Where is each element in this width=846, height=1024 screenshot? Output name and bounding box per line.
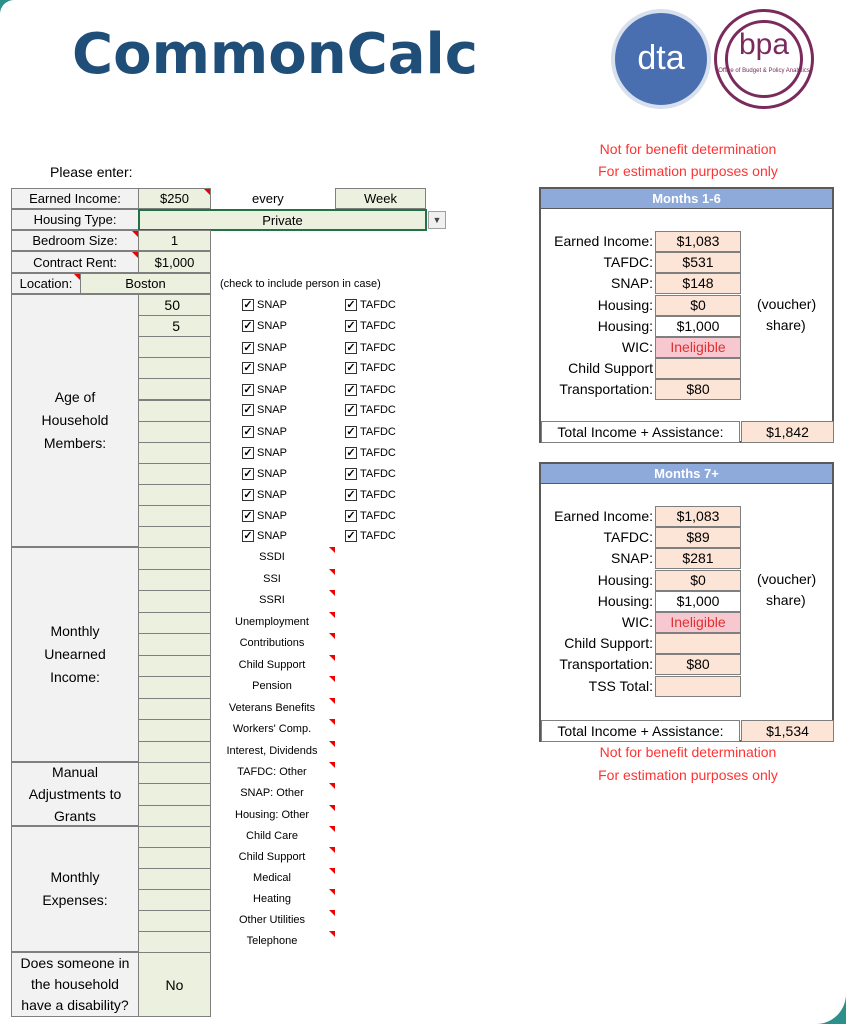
check-icon: ✓ (346, 404, 356, 416)
panel2-row-label: TAFDC: (603, 529, 653, 546)
unearned-income-label: Interest, Dividends (226, 744, 318, 757)
tafdc-checkbox-label: TAFDC (360, 320, 396, 332)
unearned-income-input[interactable] (138, 547, 211, 570)
panel1-row-label: Child Support (568, 360, 653, 377)
check-icon: ✓ (243, 384, 253, 396)
unearned-income-comment-marker (329, 590, 335, 596)
age-input[interactable] (138, 357, 211, 379)
tafdc-checkbox-label: TAFDC (360, 468, 396, 480)
monthly-expense-comment-marker (329, 847, 335, 853)
age-input[interactable] (138, 336, 211, 358)
tafdc-checkbox[interactable] (345, 489, 396, 501)
manual-adjustment-input[interactable] (138, 805, 211, 827)
bedroom-size-input[interactable]: 1 (138, 230, 211, 251)
panel2-row-value: $0 (655, 570, 741, 591)
age-input[interactable] (138, 442, 211, 464)
panel2-row-value (655, 676, 741, 697)
panel2-row-label: Child Support: (564, 635, 653, 652)
bpa-logo (714, 9, 814, 109)
location-input[interactable]: Boston (80, 273, 211, 294)
check-icon: ✓ (243, 342, 253, 354)
check-icon: ✓ (243, 530, 253, 542)
monthly-expense-label: Other Utilities (238, 914, 306, 926)
monthly-expense-input[interactable] (138, 889, 211, 911)
snap-checkbox-label: SNAP (257, 299, 287, 311)
snap-checkbox-label: SNAP (257, 426, 287, 438)
manual-adjustment-label: TAFDC: Other (237, 766, 307, 778)
tafdc-checkbox[interactable] (345, 384, 396, 396)
snap-checkbox-label: SNAP (257, 530, 287, 542)
check-icon: ✓ (346, 320, 356, 332)
age-input[interactable] (138, 505, 211, 527)
panel2-row-value: $1,000 (655, 591, 741, 612)
manual-adjustment-input[interactable] (138, 783, 211, 805)
unearned-income-label: SSDI (259, 551, 285, 563)
panel1-row-value: $531 (655, 252, 741, 273)
panel1-total-value: $1,842 (741, 421, 834, 443)
panel2-row-label: TSS Total: (588, 677, 653, 694)
snap-checkbox-label: SNAP (257, 404, 287, 416)
location-label: Location: (11, 273, 81, 294)
snap-checkbox[interactable] (242, 426, 287, 438)
adjust-section-label: Manual Adjustments to Grants (11, 762, 139, 826)
earned-income-input[interactable]: $250 (138, 188, 211, 209)
unearned-income-input[interactable] (138, 698, 211, 721)
panel1-total-label: Total Income + Assistance: (541, 421, 740, 443)
monthly-expense-label: Heating (253, 893, 291, 905)
tafdc-checkbox[interactable] (345, 468, 396, 480)
unearned-income-input[interactable] (138, 633, 211, 656)
unearned-income-label: Contributions (239, 637, 305, 649)
disability-label: Does someone in the household have a disability? (11, 952, 139, 1017)
tafdc-checkbox[interactable] (345, 426, 396, 438)
tafdc-checkbox[interactable] (345, 510, 396, 522)
panel1-row-label: Transportation: (559, 381, 653, 398)
months-1-6-title: Months 1-6 (541, 189, 832, 209)
snap-checkbox-label: SNAP (257, 320, 287, 332)
snap-checkbox[interactable] (242, 489, 287, 501)
snap-checkbox-label: SNAP (257, 342, 287, 354)
monthly-expense-comment-marker (329, 826, 335, 832)
monthly-expense-input[interactable] (138, 931, 211, 953)
monthly-expense-label: Child Care (246, 830, 298, 842)
tafdc-checkbox-label: TAFDC (360, 447, 396, 459)
unearned-income-label: Unemployment (235, 615, 309, 628)
panel2-row-label: WIC: (621, 614, 653, 630)
age-input[interactable] (138, 526, 211, 548)
tafdc-checkbox[interactable] (345, 530, 396, 542)
bpa-logo-subtext: Office of Budget & Policy Analytics (718, 68, 810, 74)
panel1-row-value: $1,083 (655, 231, 741, 252)
unearned-income-label: Workers' Comp. (232, 723, 312, 735)
check-icon: ✓ (346, 426, 356, 438)
unearned-income-comment-marker (329, 612, 335, 618)
tafdc-checkbox[interactable] (345, 320, 396, 332)
tafdc-checkbox[interactable] (345, 299, 396, 311)
panel2-row-value: $80 (655, 654, 741, 675)
panel1-row-label: Housing: (597, 296, 653, 313)
snap-checkbox[interactable] (242, 320, 287, 332)
snap-checkbox-label: SNAP (257, 510, 287, 522)
unearned-income-comment-marker (329, 698, 335, 704)
unearned-income-comment-marker (329, 633, 335, 639)
snap-checkbox[interactable] (242, 342, 287, 354)
tafdc-checkbox-label: TAFDC (360, 404, 396, 416)
panel1-share-label: share) (766, 317, 806, 333)
please-enter-label: Please enter: (50, 164, 133, 180)
check-icon: ✓ (346, 299, 356, 311)
dta-logo: dta (611, 9, 711, 109)
manual-adjustment-comment-marker (329, 783, 335, 789)
bpa-logo-text: bpa (738, 28, 790, 61)
frequency-input[interactable]: Week (335, 188, 426, 209)
panel2-row-value: Ineligible (655, 612, 741, 633)
check-icon: ✓ (346, 530, 356, 542)
unearned-income-input[interactable] (138, 590, 211, 613)
unearned-income-label: Veterans Benefits (228, 701, 316, 714)
monthly-expense-comment-marker (329, 910, 335, 916)
panel2-row-label: Housing: (597, 592, 653, 609)
monthly-expense-label: Child Support (238, 851, 306, 863)
unearned-income-comment-marker (329, 569, 335, 575)
tafdc-checkbox-label: TAFDC (360, 510, 396, 522)
check-icon: ✓ (243, 320, 253, 332)
check-icon: ✓ (243, 489, 253, 501)
panel2-row-label: Transportation: (559, 656, 653, 673)
panel1-voucher-label: (voucher) (757, 296, 817, 312)
unearned-income-input[interactable] (138, 741, 211, 764)
monthly-expense-comment-marker (329, 889, 335, 895)
panel2-total-value: $1,534 (741, 720, 834, 742)
tafdc-checkbox[interactable] (345, 447, 396, 459)
panel2-voucher-label: (voucher) (757, 571, 817, 587)
age-input[interactable] (138, 421, 211, 443)
age-section-label: Age of Household Members: (11, 294, 139, 547)
monthly-expense-comment-marker (329, 868, 335, 874)
monthly-expense-comment-marker (329, 931, 335, 937)
check-icon: ✓ (243, 468, 253, 480)
manual-adjustment-input[interactable] (138, 762, 211, 784)
check-icon: ✓ (346, 384, 356, 396)
snap-checkbox-label: SNAP (257, 447, 287, 459)
unearned-income-comment-marker (329, 655, 335, 661)
snap-checkbox[interactable] (242, 447, 287, 459)
unearned-income-input[interactable] (138, 676, 211, 699)
check-icon: ✓ (346, 362, 356, 374)
contract-rent-label: Contract Rent: (11, 251, 139, 273)
panel2-row-value: $1,083 (655, 506, 741, 527)
snap-checkbox[interactable] (242, 404, 287, 416)
monthly-expense-input[interactable] (138, 868, 211, 890)
panel1-row-value: $148 (655, 273, 741, 294)
monthly-expense-input[interactable] (138, 910, 211, 932)
manual-adjustment-comment-marker (329, 762, 335, 768)
housing-type-select[interactable]: Private (138, 209, 427, 231)
every-label: every (252, 191, 284, 206)
monthly-expense-input[interactable] (138, 847, 211, 869)
tafdc-checkbox[interactable] (345, 404, 396, 416)
unearned-income-input[interactable] (138, 655, 211, 678)
app-title: CommonCalc (72, 22, 478, 87)
tafdc-checkbox-label: TAFDC (360, 362, 396, 374)
check-icon: ✓ (243, 299, 253, 311)
panel1-row-label: SNAP: (610, 275, 653, 292)
unearned-income-label: SSRI (259, 594, 285, 606)
tafdc-checkbox[interactable] (345, 342, 396, 354)
unearned-income-input[interactable] (138, 569, 211, 592)
snap-checkbox-label: SNAP (257, 362, 287, 374)
unearned-income-label: SSI (263, 572, 281, 585)
tafdc-checkbox-label: TAFDC (360, 342, 396, 354)
contract-rent-input[interactable]: $1,000 (138, 251, 211, 273)
snap-checkbox[interactable] (242, 530, 287, 542)
snap-checkbox[interactable] (242, 384, 287, 396)
monthly-expense-input[interactable] (138, 826, 211, 848)
tafdc-checkbox-label: TAFDC (360, 384, 396, 396)
disability-input[interactable]: No (138, 952, 211, 1017)
check-icon: ✓ (346, 447, 356, 459)
check-icon: ✓ (346, 342, 356, 354)
panel2-row-value: $281 (655, 548, 741, 569)
age-input[interactable] (138, 400, 211, 422)
tafdc-checkbox-label: TAFDC (360, 299, 396, 311)
unearned-income-input[interactable] (138, 719, 211, 742)
snap-checkbox[interactable] (242, 468, 287, 480)
monthly-expense-label: Telephone (246, 935, 298, 947)
earned-income-label: Earned Income: (11, 188, 139, 209)
panel1-row-value: $1,000 (655, 316, 741, 337)
manual-adjustment-comment-marker (329, 805, 335, 811)
panel2-row-label: Housing: (597, 571, 653, 588)
snap-checkbox-label: SNAP (257, 384, 287, 396)
unearned-section-label: Monthly Unearned Income: (11, 547, 139, 762)
snap-checkbox[interactable] (242, 510, 287, 522)
expenses-section-label: Monthly Expenses: (11, 826, 139, 952)
unearned-income-comment-marker (329, 547, 335, 553)
tafdc-checkbox-label: TAFDC (360, 426, 396, 438)
panel2-row-label: SNAP: (610, 550, 653, 567)
panel2-row-value (655, 633, 741, 654)
tafdc-checkbox[interactable] (345, 362, 396, 374)
check-icon: ✓ (243, 404, 253, 416)
check-hint-label: (check to include person in case) (220, 278, 381, 290)
check-icon: ✓ (346, 468, 356, 480)
snap-checkbox-label: SNAP (257, 468, 287, 480)
unearned-income-comment-marker (329, 719, 335, 725)
check-icon: ✓ (243, 447, 253, 459)
disclaimer-top-1: Not for benefit determination (599, 141, 777, 157)
panel1-row-value: $0 (655, 295, 741, 316)
housing-type-label: Housing Type: (11, 209, 139, 230)
panel1-row-value: $80 (655, 379, 741, 400)
disclaimer-bottom-1: Not for benefit determination (599, 744, 777, 760)
panel1-row-label: TAFDC: (603, 254, 653, 271)
age-input[interactable]: 5 (138, 315, 211, 337)
age-input[interactable] (138, 378, 211, 400)
unearned-income-label: Pension (252, 680, 292, 692)
snap-checkbox[interactable] (242, 299, 287, 311)
check-icon: ✓ (243, 510, 253, 522)
age-input[interactable] (138, 463, 211, 485)
panel1-row-label: Housing: (597, 317, 653, 334)
snap-checkbox-label: SNAP (257, 489, 287, 501)
panel1-row-value (655, 358, 741, 379)
age-input[interactable] (138, 484, 211, 506)
manual-adjustment-label: SNAP: Other (240, 787, 304, 800)
panel1-row-label: Earned Income: (554, 233, 653, 249)
panel1-row-label: WIC: (621, 339, 653, 355)
unearned-income-comment-marker (329, 741, 335, 747)
tafdc-checkbox-label: TAFDC (360, 530, 396, 542)
panel1-row-value: Ineligible (655, 337, 741, 358)
monthly-expense-label: Medical (253, 872, 291, 884)
disclaimer-bottom-2: For estimation purposes only (598, 767, 778, 783)
manual-adjustment-label: Housing: Other (235, 808, 309, 821)
panel2-row-label: Earned Income: (554, 508, 653, 524)
check-icon: ✓ (243, 362, 253, 374)
snap-checkbox[interactable] (242, 362, 287, 374)
disclaimer-top-2: For estimation purposes only (598, 163, 778, 179)
unearned-income-comment-marker (329, 676, 335, 682)
check-icon: ✓ (243, 426, 253, 438)
check-icon: ✓ (346, 489, 356, 501)
unearned-income-input[interactable] (138, 612, 211, 635)
months-7-title: Months 7+ (541, 464, 832, 484)
bedroom-size-label: Bedroom Size: (11, 230, 139, 251)
age-input[interactable]: 50 (138, 294, 211, 316)
panel2-total-label: Total Income + Assistance: (541, 720, 740, 742)
tafdc-checkbox-label: TAFDC (360, 489, 396, 501)
chevron-down-icon[interactable]: ▼ (428, 211, 446, 229)
check-icon: ✓ (346, 510, 356, 522)
panel2-share-label: share) (766, 592, 806, 608)
unearned-income-label: Child Support (238, 658, 306, 671)
panel2-row-value: $89 (655, 527, 741, 548)
